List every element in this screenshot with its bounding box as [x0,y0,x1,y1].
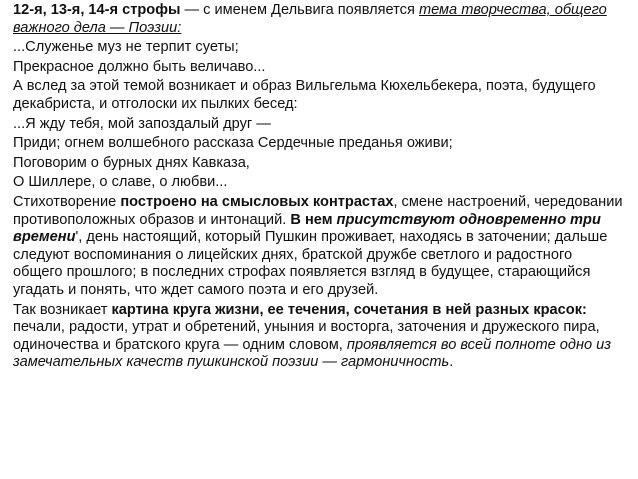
paragraph-delvig [13,2,625,37]
contrasts-text-3: ', день настоящий, который Пушкин проживает, находясь в заточении; дальше следуют воспоминания о лицейских днях, братской дружбе светлого и радостного общего прошлого; в последних строфах появляется взгляд в будущее, старающийся угадать и понять, что ждет самого поэта и его друзей. [13,229,608,298]
three-times-emphasis: присутствуют одновременно три времени [13,211,601,246]
paragraph-circle-of-life [13,302,625,372]
quote-line: О Шиллере, о славе, о любви... [13,174,228,191]
three-times-lead: В нем [290,211,337,228]
circle-text-2: печали, радости, утрат и обретений, уныния и восторга, заточения и дружеского пира, одиночества и братского круга — одним словом, [13,319,600,353]
contrasts-text-1: Стихотворение [13,193,121,210]
paragraph-contrasts [13,194,625,300]
theme-of-poetry: тема творчества, общего важного дела — Поэзии: [13,2,607,36]
quote-line: Прекрасное должно быть величаво... [13,58,266,75]
quote-line: Поговорим о бурных днях Кавказа, [13,154,250,171]
circle-text-3: . [449,354,454,371]
circle-of-life-bold: картина круга жизни, ее течения, сочетания в ней разных красок: [111,301,587,318]
quote-line: ...Служенье муз не терпит суеты; [13,39,239,56]
circle-text-1: Так возникает [13,301,112,318]
contrasts-bold: построено на смысловых контрастах [120,193,394,210]
contrasts-text-2: , смене настроений, чередовании противоположных образов и интонаций. [13,193,623,228]
quote-line: ...Я жду тебя, мой запоздалый друг — [13,115,271,132]
slide-text [13,2,625,372]
strophes-label: 12-я, 13-я, 14-я строфы [13,2,181,18]
quote-line: Приди; огнем волшебного рассказа Сердечные преданья оживи; [13,135,453,152]
paragraph-kuchelbecker: А вслед за этой темой возникает и образ Вильгельма Кюхельбекера, поэта, будущего декабриста, и отголоски их пылких бесед: [13,78,596,112]
harmony-italic: проявляется во всей полноте одно из замечательных качеств пушкинской поэзии — гармоничность [13,336,612,371]
delvig-text: — с именем Дельвига появляется [180,2,419,18]
